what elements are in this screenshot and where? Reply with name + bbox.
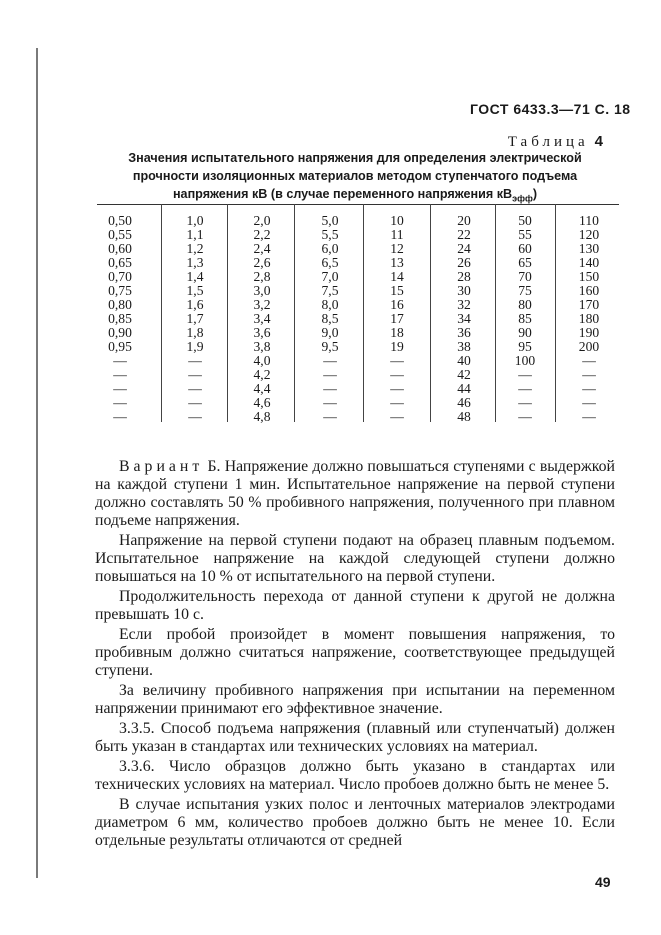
binding-margin-line bbox=[36, 48, 38, 878]
table-cell: — bbox=[323, 367, 337, 382]
table-cell: — bbox=[113, 395, 127, 410]
table-cell: — bbox=[390, 381, 404, 396]
table-cell: — bbox=[113, 353, 127, 368]
paragraph: Напряжение на первой ступени подают на образец плавным подъемом. Испытательное напряжение на каждой следующей ступени должно повышаться на 10 % от испытательного на первой ступени. bbox=[95, 532, 615, 585]
table-cell: 20 bbox=[457, 213, 471, 228]
table-cell: 16 bbox=[390, 297, 404, 312]
table-cell: 1,9 bbox=[186, 339, 204, 354]
table-cell: 1,1 bbox=[186, 227, 204, 242]
table-cell: — bbox=[518, 367, 532, 382]
table-column-divider bbox=[363, 204, 364, 422]
table-top-rule bbox=[97, 204, 619, 205]
table-cell: — bbox=[518, 409, 532, 424]
table-cell: 85 bbox=[518, 311, 532, 326]
table-cell: 120 bbox=[578, 227, 600, 242]
table-column bbox=[564, 214, 614, 424]
table-cell: 11 bbox=[390, 227, 404, 242]
table-cell: 18 bbox=[390, 325, 404, 340]
table-cell: 1,4 bbox=[186, 269, 204, 284]
table-cell: 30 bbox=[457, 283, 471, 298]
table-cell: 170 bbox=[578, 297, 600, 312]
table-cell: 180 bbox=[578, 311, 600, 326]
table-cell: 0,80 bbox=[108, 297, 132, 312]
table-cell: 36 bbox=[457, 325, 471, 340]
table-cell: 150 bbox=[578, 269, 600, 284]
table-column bbox=[305, 214, 355, 424]
table-cell: 32 bbox=[457, 297, 471, 312]
table-cell: — bbox=[188, 367, 202, 382]
table-cell: 0,75 bbox=[108, 283, 132, 298]
table-cell: 110 bbox=[579, 213, 599, 228]
table-cell: 130 bbox=[578, 241, 600, 256]
table-cell: — bbox=[582, 367, 596, 382]
table-cell: 9,0 bbox=[321, 325, 339, 340]
table-cell: 0,90 bbox=[108, 325, 132, 340]
table-cell: 5,5 bbox=[321, 227, 339, 242]
table-label-number: 4 bbox=[594, 133, 603, 150]
table-column bbox=[95, 214, 145, 424]
table-cell: 10 bbox=[390, 213, 404, 228]
table-column-divider bbox=[161, 204, 162, 422]
table-cell: 2,8 bbox=[253, 269, 271, 284]
table-cell: — bbox=[582, 353, 596, 368]
variant-word: Вариант bbox=[119, 458, 204, 475]
table-cell: — bbox=[323, 381, 337, 396]
table-cell: 6,5 bbox=[321, 255, 339, 270]
table-cell: 34 bbox=[457, 311, 471, 326]
table-column bbox=[439, 214, 489, 424]
table-label-word: Таблица bbox=[507, 134, 589, 150]
paragraph: Если пробой произойдет в момент повышения напряжения, то пробивным должно считаться напряжение, соответствующее предыдущей ступени. bbox=[95, 626, 615, 679]
table-cell: 1,6 bbox=[186, 297, 204, 312]
table-cell: 4,8 bbox=[253, 409, 271, 424]
table-cell: 19 bbox=[390, 339, 404, 354]
table-cell: — bbox=[188, 353, 202, 368]
table-cell: 70 bbox=[518, 269, 532, 284]
caption-close: ) bbox=[532, 187, 538, 201]
table-column-divider bbox=[495, 204, 496, 422]
table-cell: 4,6 bbox=[253, 395, 271, 410]
variant-text: Б. Напряжение должно повышаться ступенями с выдержкой на каждой ступени 1 мин. Испытательное напряжение на первой ступени должно составлять 50 % пробивного напряжения, полученного при плавном подъеме напряжения. bbox=[95, 458, 615, 529]
paragraph-3-3-5: 3.3.5. Способ подъема напряжения (плавный или ступенчатый) должен быть указан в стандартах или технических условиях на материал. bbox=[95, 720, 615, 755]
table-cell: 3,0 bbox=[253, 283, 271, 298]
caption-subscript: эфф bbox=[512, 193, 533, 204]
caption-line-text: напряжения кВ (в случае переменного напряжения кВ bbox=[172, 187, 513, 201]
table-cell: 3,8 bbox=[253, 339, 271, 354]
table-cell: 2,6 bbox=[253, 255, 271, 270]
table-cell: 55 bbox=[518, 227, 532, 242]
table-cell: 46 bbox=[457, 395, 471, 410]
table-cell: — bbox=[518, 395, 532, 410]
table-cell: 15 bbox=[390, 283, 404, 298]
table-cell: 22 bbox=[457, 227, 471, 242]
table-column bbox=[170, 214, 220, 424]
table-cell: 1,7 bbox=[186, 311, 204, 326]
paragraph: За величину пробивного напряжения при испытании на переменном напряжении принимают его эффективное значение. bbox=[95, 682, 615, 717]
table-cell: 44 bbox=[457, 381, 471, 396]
table-cell: 3,4 bbox=[253, 311, 271, 326]
table-cell: 100 bbox=[514, 353, 536, 368]
table-cell: 95 bbox=[518, 339, 532, 354]
table-cell: 0,55 bbox=[108, 227, 132, 242]
table-cell: 0,95 bbox=[108, 339, 132, 354]
caption-line: прочности изоляционных материалов методом ступенчатого подъема bbox=[132, 169, 578, 183]
caption-line: Значения испытательного напряжения для определения электрической bbox=[128, 151, 582, 165]
table-cell: 38 bbox=[457, 339, 471, 354]
table-cell: 50 bbox=[518, 213, 532, 228]
table-cell: 75 bbox=[518, 283, 532, 298]
table-cell: 0,85 bbox=[108, 311, 132, 326]
table-cell: 2,4 bbox=[253, 241, 271, 256]
table-cell: — bbox=[390, 353, 404, 368]
table-cell: — bbox=[113, 367, 127, 382]
table-cell: 65 bbox=[518, 255, 532, 270]
table-cell: 90 bbox=[518, 325, 532, 340]
table-cell: 0,60 bbox=[108, 241, 132, 256]
table-cell: 12 bbox=[390, 241, 404, 256]
page-header: ГОСТ 6433.3—71 С. 18 bbox=[470, 101, 631, 117]
page-number: 49 bbox=[595, 874, 611, 890]
table-cell: — bbox=[113, 381, 127, 396]
table-cell: 190 bbox=[578, 325, 600, 340]
table-cell: 1,2 bbox=[186, 241, 204, 256]
table-cell: 7,5 bbox=[321, 283, 339, 298]
table-cell: — bbox=[188, 381, 202, 396]
table-cell: — bbox=[188, 409, 202, 424]
table-cell: — bbox=[323, 353, 337, 368]
table-cell: 3,2 bbox=[253, 297, 271, 312]
table-cell: 3,6 bbox=[253, 325, 271, 340]
table-cell: 42 bbox=[457, 367, 471, 382]
table-cell: 13 bbox=[390, 255, 404, 270]
body-text bbox=[95, 458, 615, 852]
table-column-divider bbox=[430, 204, 431, 422]
table-cell: — bbox=[582, 409, 596, 424]
table-cell: 1,5 bbox=[186, 283, 204, 298]
table-column bbox=[237, 214, 287, 424]
table-cell: — bbox=[323, 409, 337, 424]
table-cell: 40 bbox=[457, 353, 471, 368]
table-cell: 7,0 bbox=[321, 269, 339, 284]
table-cell: — bbox=[390, 367, 404, 382]
table-cell: 9,5 bbox=[321, 339, 339, 354]
table-cell: 200 bbox=[578, 339, 600, 354]
table-cell: 0,50 bbox=[108, 213, 132, 228]
table-cell: 8,5 bbox=[321, 311, 339, 326]
table-cell: 6,0 bbox=[321, 241, 339, 256]
table-cell: 48 bbox=[457, 409, 471, 424]
table-cell: — bbox=[113, 409, 127, 424]
table-cell: 14 bbox=[390, 269, 404, 284]
paragraph: Продолжительность перехода от данной ступени к другой не должна превышать 10 с. bbox=[95, 588, 615, 623]
table-cell: — bbox=[582, 395, 596, 410]
table-cell: — bbox=[323, 395, 337, 410]
table-cell: 1,3 bbox=[186, 255, 204, 270]
table-caption bbox=[105, 149, 605, 208]
table-cell: — bbox=[390, 409, 404, 424]
table-cell: 4,0 bbox=[253, 353, 271, 368]
table-cell: 5,0 bbox=[321, 213, 339, 228]
table-cell: — bbox=[582, 381, 596, 396]
table-cell: 4,4 bbox=[253, 381, 271, 396]
table-cell: 17 bbox=[390, 311, 404, 326]
table-cell: 1,8 bbox=[186, 325, 204, 340]
table-cell: 60 bbox=[518, 241, 532, 256]
table-cell: 2,0 bbox=[253, 213, 271, 228]
table-column-divider bbox=[294, 204, 295, 422]
table-cell: 8,0 bbox=[321, 297, 339, 312]
voltage-table bbox=[97, 204, 619, 422]
table-column-divider bbox=[227, 204, 228, 422]
paragraph: В случае испытания узких полос и ленточных материалов электродами диаметром 6 мм, количество пробоев должно быть не менее 10. Если отдельные результаты отличаются от средней bbox=[95, 796, 615, 849]
table-cell: 2,2 bbox=[253, 227, 271, 242]
table-cell: — bbox=[390, 395, 404, 410]
paragraph-3-3-6: 3.3.6. Число образцов должно быть указано в стандартах или технических условиях на материал. Число пробоев должно быть не менее 5. bbox=[95, 758, 615, 793]
table-column bbox=[372, 214, 422, 424]
paragraph-variant-b bbox=[95, 458, 615, 530]
table-cell: 26 bbox=[457, 255, 471, 270]
table-column bbox=[500, 214, 550, 424]
table-cell: — bbox=[518, 381, 532, 396]
table-cell: 160 bbox=[578, 283, 600, 298]
table-cell: 24 bbox=[457, 241, 471, 256]
table-cell: 0,65 bbox=[108, 255, 132, 270]
table-cell: 0,70 bbox=[108, 269, 132, 284]
table-cell: 28 bbox=[457, 269, 471, 284]
table-column-divider bbox=[555, 204, 556, 422]
table-cell: 1,0 bbox=[186, 213, 204, 228]
table-cell: 140 bbox=[578, 255, 600, 270]
table-cell: — bbox=[188, 395, 202, 410]
table-cell: 80 bbox=[518, 297, 532, 312]
table-cell: 4,2 bbox=[253, 367, 271, 382]
